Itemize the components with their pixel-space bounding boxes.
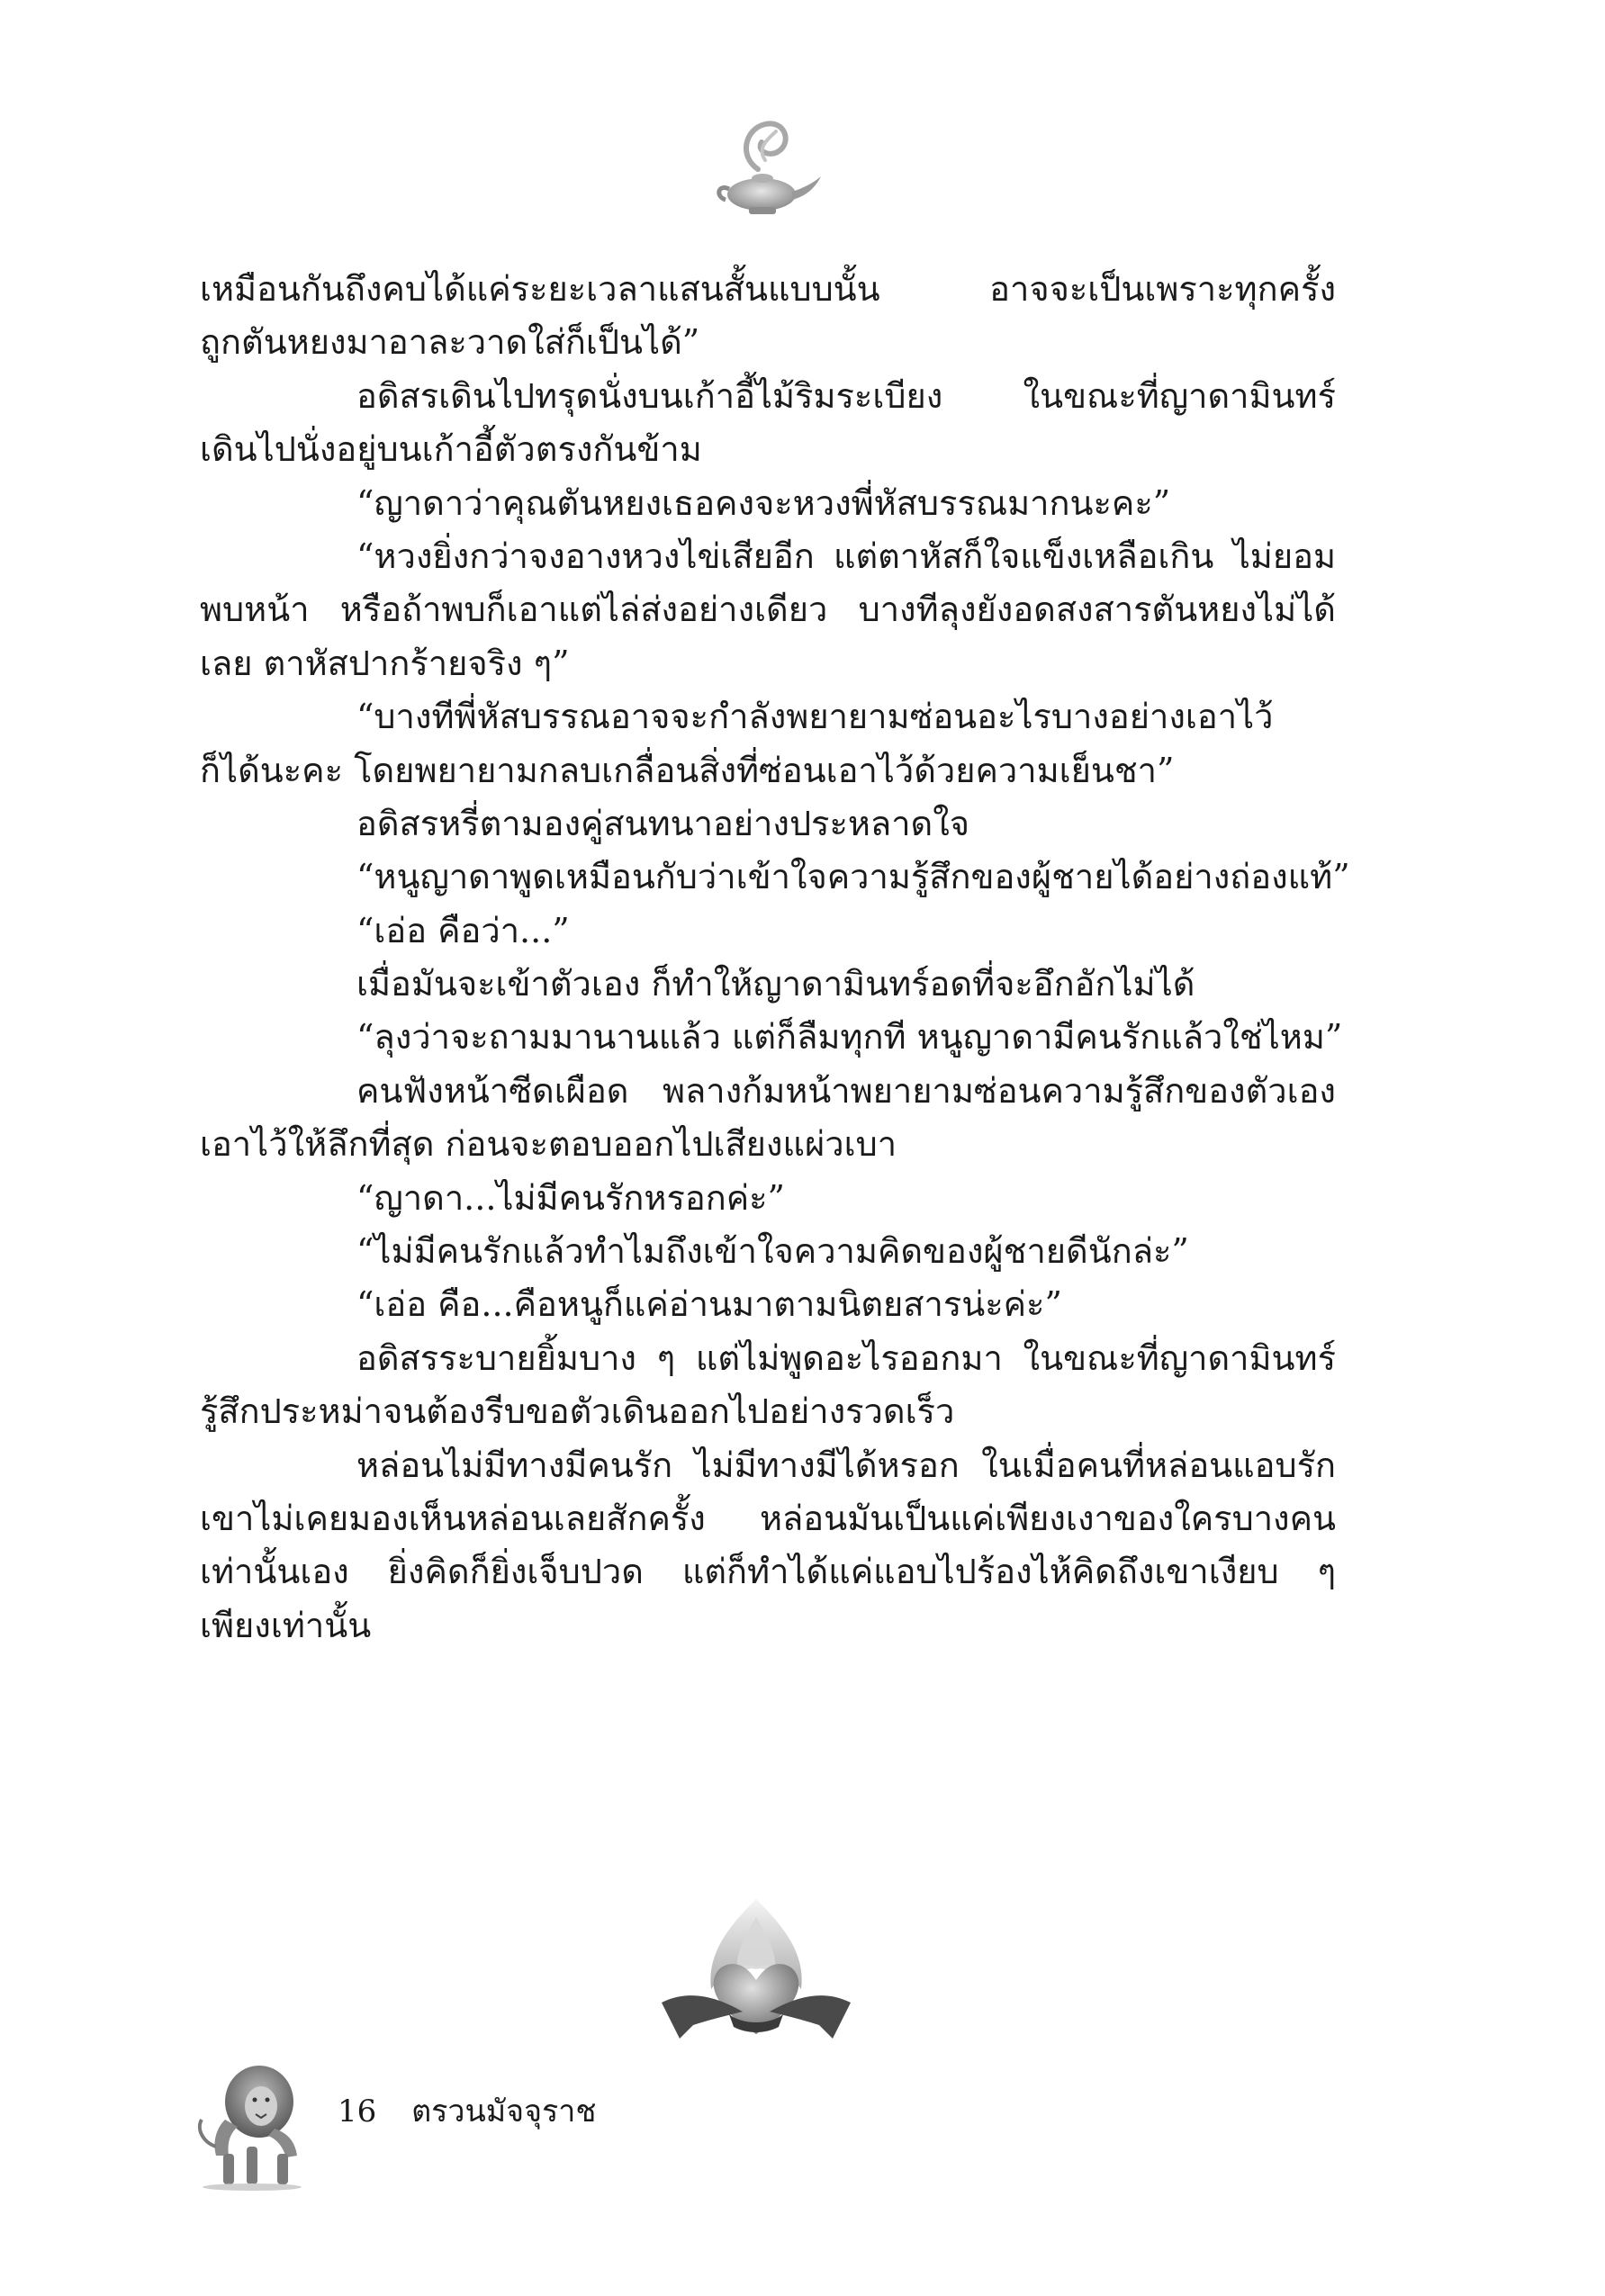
text-line: คนฟังหน้าซีดเผือด พลางก้มหน้าพยายามซ่อนความรู้สึกของตัวเอง xyxy=(356,1070,1336,1111)
text-line: พบหน้า หรือถ้าพบก็เอาแต่ไล่ส่งอย่างเดียว บางทีลุงยังอดสงสารตันหยงไม่ได้ xyxy=(200,590,1336,630)
page-number: 16 xyxy=(338,2093,377,2129)
text-line: “บางทีพี่หัสบรรณอาจจะกำลังพยายามซ่อนอะไรบางอย่างเอาไว้ xyxy=(356,697,1274,737)
text-line: รู้สึกประหม่าจนต้องรีบขอตัวเดินออกไปอย่างรวดเร็ว xyxy=(200,1391,955,1432)
text-line: หล่อนไม่มีทางมีคนรัก ไม่มีทางมีได้หรอก ในเมื่อคนที่หล่อนแอบรัก xyxy=(356,1445,1336,1485)
text-line: “หวงยิ่งกว่าจงอางหวงไข่เสียอีก แต่ตาหัสก็ใจแข็งเหลือเกิน ไม่ยอม xyxy=(356,536,1336,576)
text-line: ถูกตันหยงมาอาละวาดใส่ก็เป็นได้” xyxy=(200,322,700,363)
heart-ribbon-ornament-icon xyxy=(644,1890,869,2061)
text-line: “เอ่อ คือ...คือหนูก็แค่อ่านมาตามนิตยสารน่ะค่ะ” xyxy=(356,1284,1062,1325)
text-line: เลย ตาหัสปากร้ายจริง ๆ” xyxy=(200,643,570,683)
text-line: “เอ่อ คือว่า...” xyxy=(356,910,570,950)
text-line: “ลุงว่าจะถามมานานแล้ว แต่ก็ลืมทุกที หนูญาดามีคนรักแล้วใช่ไหม” xyxy=(356,1017,1343,1058)
body-text xyxy=(200,263,1350,1652)
text-line: เท่านั้นเอง ยิ่งคิดก็ยิ่งเจ็บปวด แต่ก็ทำได้แค่แอบไปร้องไห้คิดถึงเขาเงียบ ๆ xyxy=(200,1552,1336,1592)
text-line: เพียงเท่านั้น xyxy=(200,1605,372,1645)
text-line: “ไม่มีคนรักแล้วทำไมถึงเข้าใจความคิดของผู้ชายดีนักล่ะ” xyxy=(356,1231,1189,1272)
text-line: “หนูญาดาพูดเหมือนกับว่าเข้าใจความรู้สึกของผู้ชายได้อย่างถ่องแท้” xyxy=(356,857,1350,897)
text-line: เขาไม่เคยมองเห็นหล่อนเลยสักครั้ง หล่อนมันเป็นแค่เพียงเงาของใครบางคน xyxy=(200,1498,1336,1538)
text-line: เมื่อมันจะเข้าตัวเอง ก็ทำให้ญาดามินทร์อดที่จะอึกอักไม่ได้ xyxy=(356,964,1195,1004)
text-line: “ญาดาว่าคุณตันหยงเธอคงจะหวงพี่หัสบรรณมากนะคะ” xyxy=(356,482,1171,523)
text-line: ก็ได้นะคะ โดยพยายามกลบเกลื่อนสิ่งที่ซ่อนเอาไว้ด้วยความเย็นชา” xyxy=(200,750,1175,790)
text-line: อดิสรเดินไปทรุดนั่งบนเก้าอี้ไม้ริมระเบียง ในขณะที่ญาดามินทร์ xyxy=(356,375,1336,416)
text-line: อดิสรหรี่ตามองคู่สนทนาอย่างประหลาดใจ xyxy=(356,803,970,843)
genie-lamp-ornament-icon xyxy=(702,106,828,232)
text-line: อดิสรระบายยิ้มบาง ๆ แต่ไม่พูดอะไรออกมา ในขณะที่ญาดามินทร์ xyxy=(356,1337,1336,1378)
text-line: “ญาดา...ไม่มีคนรักหรอกค่ะ” xyxy=(356,1177,785,1218)
text-line: เอาไว้ให้ลึกที่สุด ก่อนจะตอบออกไปเสียงแผ่วเบา xyxy=(200,1124,897,1165)
text-line: เหมือนกันถึงคบได้แค่ระยะเวลาแสนสั้นแบบนั้น อาจจะเป็นเพราะทุกครั้ง xyxy=(200,269,1336,309)
page-footer xyxy=(338,2086,596,2135)
lion-illustration-icon xyxy=(189,2057,315,2192)
book-title: ตรวนมัจจุราช xyxy=(411,2093,597,2129)
text-line: เดินไปนั่งอยู่บนเก้าอี้ตัวตรงกันข้าม xyxy=(200,429,702,470)
